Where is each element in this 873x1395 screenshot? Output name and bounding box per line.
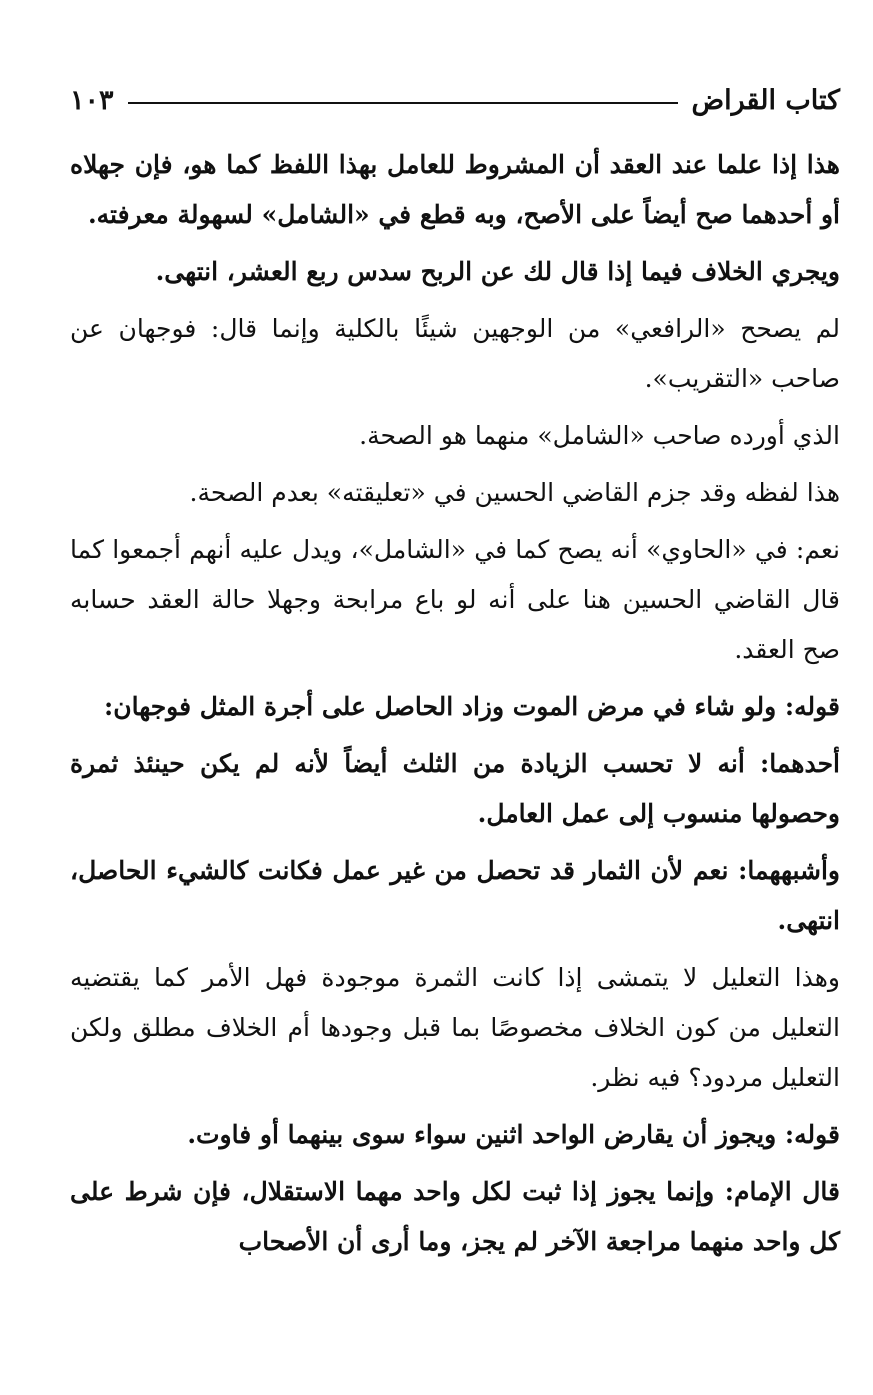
paragraph-1: هذا إذا علما عند العقد أن المشروط للعامل بهذا اللفظ كما هو، فإن جهلاه أو أحدهما صح أيضاً على الأصح، وبه قطع في «الشامل» لسهولة معرفته. (70, 150, 840, 229)
paragraph-5: هذا لفظه وقد جزم القاضي الحسين في «تعليقته» بعدم الصحة. (189, 478, 840, 507)
paragraph-6: نعم: في «الحاوي» أنه يصح كما في «الشامل»، ويدل عليه أنهم أجمعوا كما قال القاضي الحسين هنا على أنه لو باع مرابحة وجهلا حالة العقد حسابه صح العقد. (70, 535, 840, 664)
paragraph-10: وهذا التعليل لا يتمشى إذا كانت الثمرة موجودة فهل الأمر كما يقتضيه التعليل من كون الخلاف مخصوصًا بما قبل وجودها أم الخلاف مطلق ولكن التعليل مردود؟ فيه نظر. (70, 963, 840, 1092)
paragraph-9: وأشبههما: نعم لأن الثمار قد تحصل من غير عمل فكانت كالشيء الحاصل، انتهى. (70, 856, 840, 935)
paragraph-3: لم يصحح «الرافعي» من الوجهين شيئًا بالكلية وإنما قال: فوجهان عن صاحب «التقريب». (70, 314, 840, 393)
paragraph-4: الذي أورده صاحب «الشامل» منهما هو الصحة. (359, 421, 840, 450)
page-number: ١٠٣ (70, 84, 114, 116)
header-rule (128, 102, 678, 104)
paragraph-12: قال الإمام: وإنما يجوز إذا ثبت لكل واحد مهما الاستقلال، فإن شرط على كل واحد منهما مراجعة الآخر لم يجز، وما أرى أن الأصحاب (70, 1177, 840, 1256)
chapter-title: كتاب القراض (691, 84, 840, 116)
paragraph-2: ويجري الخلاف فيما إذا قال لك عن الربح سدس ربع العشر، انتهى. (155, 257, 840, 286)
running-header (70, 78, 840, 122)
paragraph-8: أحدهما: أنه لا تحسب الزيادة من الثلث أيضاً لأنه لم يكن حينئذ ثمرة وحصولها منسوب إلى عمل العامل. (70, 749, 840, 828)
paragraph-7: قوله: ولو شاء في مرض الموت وزاد الحاصل على أجرة المثل فوجهان: (103, 692, 840, 721)
page-body (70, 140, 840, 1274)
paragraph-11: قوله: ويجوز أن يقارض الواحد اثنين سواء سوى بينهما أو فاوت. (187, 1120, 840, 1149)
